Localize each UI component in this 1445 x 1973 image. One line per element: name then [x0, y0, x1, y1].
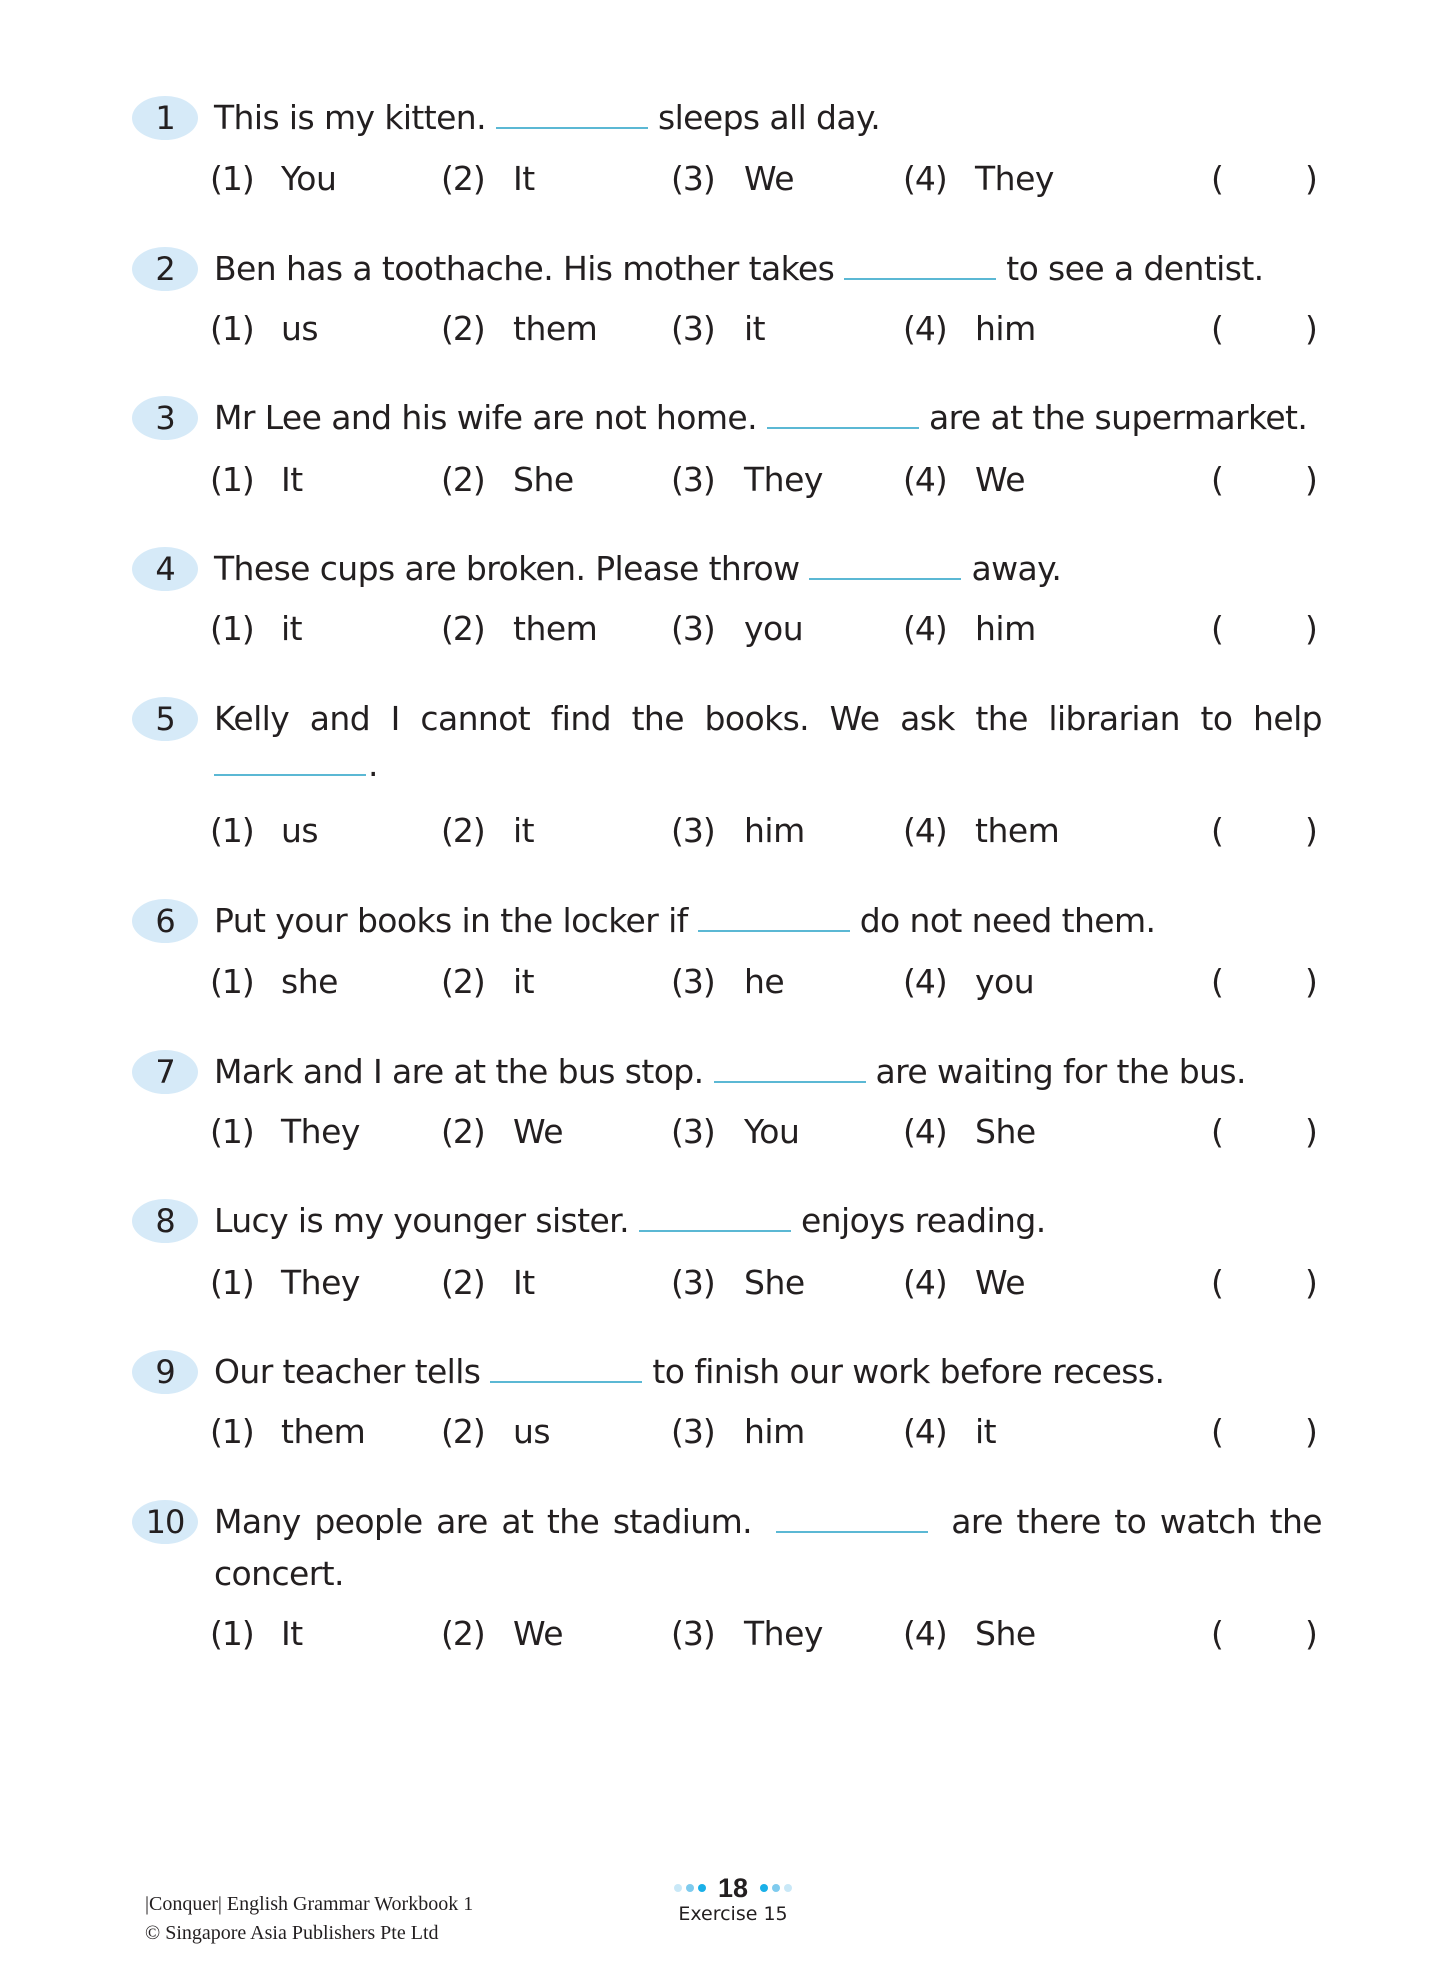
question-stem-line-2: [214, 1552, 1322, 1596]
option-4-label: (4): [903, 1263, 947, 1302]
options-row: [0, 1261, 1445, 1305]
option-4-value: They: [975, 159, 1054, 198]
option-1-value: They: [281, 1112, 360, 1151]
option-2-label: (2): [441, 1412, 485, 1451]
option-3-label: (3): [671, 1263, 715, 1302]
options-row: [0, 307, 1445, 351]
option-3-value: They: [744, 1614, 823, 1653]
stem-text-after: do not need them.: [859, 901, 1156, 940]
question-stem: [214, 1199, 1322, 1243]
option-2-value: it: [513, 962, 535, 1001]
option-3-label: (3): [671, 159, 715, 198]
question-stem: [214, 1500, 1322, 1544]
answer-box-close[interactable]: ): [1305, 1112, 1318, 1151]
answer-box-close[interactable]: ): [1305, 609, 1318, 648]
answer-blank[interactable]: [767, 401, 919, 429]
question-number-badge: 2: [132, 247, 198, 291]
option-2-label: (2): [441, 309, 485, 348]
decorative-dot-icon: [784, 1884, 792, 1892]
answer-box-close[interactable]: ): [1305, 159, 1318, 198]
option-4-label: (4): [903, 609, 947, 648]
answer-box-close[interactable]: ): [1305, 1412, 1318, 1451]
option-1-label: (1): [210, 1412, 254, 1451]
option-3-label: (3): [671, 609, 715, 648]
option-2-value: It: [513, 1263, 535, 1302]
stem-text-before: These cups are broken. Please throw: [214, 549, 800, 588]
option-4-value: We: [975, 1263, 1025, 1302]
answer-box-open[interactable]: (: [1211, 609, 1224, 648]
option-2-label: (2): [441, 811, 485, 850]
question-number-badge: 6: [132, 899, 198, 943]
option-4-label: (4): [903, 811, 947, 850]
question-stem: [214, 96, 1322, 140]
decorative-dot-icon: [772, 1884, 780, 1892]
option-3-label: (3): [671, 460, 715, 499]
stem-text-after: are there to watch the: [951, 1502, 1322, 1541]
option-3-label: (3): [671, 1112, 715, 1151]
option-4-value: him: [975, 309, 1036, 348]
option-3-value: They: [744, 460, 823, 499]
option-1-label: (1): [210, 962, 254, 1001]
option-2-label: (2): [441, 460, 485, 499]
answer-blank[interactable]: [776, 1505, 928, 1533]
option-4-label: (4): [903, 1614, 947, 1653]
answer-blank[interactable]: [496, 101, 648, 129]
option-1-value: them: [281, 1412, 366, 1451]
stem-text-before: Mark and I are at the bus stop.: [214, 1052, 704, 1091]
answer-box-open[interactable]: (: [1211, 460, 1224, 499]
option-4-label: (4): [903, 962, 947, 1001]
stem-text-after: to see a dentist.: [1006, 249, 1264, 288]
option-2-value: She: [513, 460, 574, 499]
footer-credits: [145, 1890, 473, 1948]
stem-text-after: are waiting for the bus.: [875, 1052, 1246, 1091]
answer-box-close[interactable]: ): [1305, 811, 1318, 850]
stem-text-after: are at the supermarket.: [928, 398, 1308, 437]
option-1-label: (1): [210, 460, 254, 499]
option-2-value: We: [513, 1614, 563, 1653]
option-4-value: him: [975, 609, 1036, 648]
option-4-value: them: [975, 811, 1060, 850]
decorative-dot-icon: [760, 1884, 768, 1892]
stem-text-after-line-2: concert.: [214, 1554, 344, 1593]
option-1-value: she: [281, 962, 338, 1001]
option-2-label: (2): [441, 1263, 485, 1302]
answer-box-close[interactable]: ): [1305, 1263, 1318, 1302]
answer-blank[interactable]: [490, 1355, 642, 1383]
option-3-value: he: [744, 962, 785, 1001]
option-3-label: (3): [671, 309, 715, 348]
decorative-dot-icon: [674, 1884, 682, 1892]
option-4-label: (4): [903, 159, 947, 198]
question-stem: [214, 396, 1322, 440]
option-4-value: it: [975, 1412, 997, 1451]
question-number-badge: 7: [132, 1050, 198, 1094]
answer-box-open[interactable]: (: [1211, 1412, 1224, 1451]
page-number: 18: [717, 1872, 749, 1903]
question-number-badge: 3: [132, 396, 198, 440]
stem-text-after: enjoys reading.: [800, 1201, 1046, 1240]
stem-text-before: Kelly and I cannot find the books. We ask the librarian to help: [214, 699, 1322, 738]
answer-box-open[interactable]: (: [1211, 159, 1224, 198]
option-3-value: You: [744, 1112, 800, 1151]
answer-blank[interactable]: [639, 1204, 791, 1232]
option-2-value: us: [513, 1412, 551, 1451]
answer-blank[interactable]: [698, 904, 850, 932]
answer-box-open[interactable]: (: [1211, 1263, 1224, 1302]
stem-text-before: Lucy is my younger sister.: [214, 1201, 629, 1240]
option-3-value: it: [744, 309, 766, 348]
options-row: [0, 1410, 1445, 1454]
option-1-value: They: [281, 1263, 360, 1302]
stem-text-after: .: [368, 745, 378, 784]
option-3-label: (3): [671, 1412, 715, 1451]
question-number-badge: 4: [132, 547, 198, 591]
stem-text-before: Mr Lee and his wife are not home.: [214, 398, 757, 437]
decorative-dot-icon: [686, 1884, 694, 1892]
book-title: |Conquer| English Grammar Workbook 1: [145, 1893, 474, 1915]
option-1-label: (1): [210, 1112, 254, 1151]
option-2-label: (2): [441, 609, 485, 648]
question-stem: [214, 247, 1322, 291]
option-2-label: (2): [441, 159, 485, 198]
copyright: © Singapore Asia Publishers Pte Ltd: [145, 1922, 439, 1944]
option-1-label: (1): [210, 1263, 254, 1302]
option-4-label: (4): [903, 1412, 947, 1451]
stem-text-before: Many people are at the stadium.: [214, 1502, 753, 1541]
answer-blank[interactable]: [844, 252, 996, 280]
option-3-value: She: [744, 1263, 805, 1302]
option-1-label: (1): [210, 1614, 254, 1653]
option-4-value: She: [975, 1112, 1036, 1151]
option-3-value: him: [744, 1412, 805, 1451]
option-2-value: them: [513, 309, 598, 348]
option-2-value: It: [513, 159, 535, 198]
option-2-value: them: [513, 609, 598, 648]
options-row: [0, 1612, 1445, 1656]
options-row: [0, 458, 1445, 502]
option-3-value: him: [744, 811, 805, 850]
option-3-label: (3): [671, 811, 715, 850]
stem-text-before: Put your books in the locker if: [214, 901, 688, 940]
option-1-label: (1): [210, 811, 254, 850]
option-4-label: (4): [903, 1112, 947, 1151]
options-row: [0, 809, 1445, 853]
option-1-label: (1): [210, 609, 254, 648]
option-3-value: you: [744, 609, 804, 648]
question-stem: [214, 697, 1322, 741]
option-4-value: We: [975, 460, 1025, 499]
stem-text-before: Ben has a toothache. His mother takes: [214, 249, 835, 288]
question-stem: [214, 1050, 1322, 1094]
option-3-label: (3): [671, 962, 715, 1001]
page-number-block: [660, 1874, 806, 1926]
answer-blank[interactable]: [714, 1055, 866, 1083]
question-stem-line-2: [214, 743, 1322, 787]
exercise-label: Exercise 15: [678, 1903, 788, 1925]
stem-text-before: Our teacher tells: [214, 1352, 481, 1391]
option-2-label: (2): [441, 1112, 485, 1151]
option-1-label: (1): [210, 309, 254, 348]
option-1-value: us: [281, 811, 319, 850]
question-stem: [214, 899, 1322, 943]
option-2-label: (2): [441, 962, 485, 1001]
answer-blank[interactable]: [214, 748, 366, 776]
option-2-label: (2): [441, 1614, 485, 1653]
answer-box-close[interactable]: ): [1305, 1614, 1318, 1653]
option-2-value: We: [513, 1112, 563, 1151]
option-1-value: It: [281, 460, 303, 499]
stem-text-after: sleeps all day.: [658, 98, 881, 137]
answer-box-close[interactable]: ): [1305, 309, 1318, 348]
question-number-badge: 5: [132, 697, 198, 741]
answer-box-open[interactable]: (: [1211, 1112, 1224, 1151]
stem-text-after: away.: [971, 549, 1062, 588]
answer-blank[interactable]: [809, 552, 961, 580]
option-3-value: We: [744, 159, 794, 198]
stem-text-after: to finish our work before recess.: [652, 1352, 1165, 1391]
answer-box-open[interactable]: (: [1211, 1614, 1224, 1653]
options-row: [0, 1110, 1445, 1154]
option-4-value: you: [975, 962, 1035, 1001]
answer-box-open[interactable]: (: [1211, 962, 1224, 1001]
option-3-label: (3): [671, 1614, 715, 1653]
question-number-badge: 10: [132, 1500, 198, 1544]
question-number-badge: 1: [132, 96, 198, 140]
option-1-label: (1): [210, 159, 254, 198]
options-row: [0, 607, 1445, 651]
option-1-value: It: [281, 1614, 303, 1653]
question-number-badge: 8: [132, 1199, 198, 1243]
option-4-value: She: [975, 1614, 1036, 1653]
option-1-value: You: [281, 159, 337, 198]
option-4-label: (4): [903, 460, 947, 499]
decorative-dot-icon: [698, 1884, 706, 1892]
stem-text-before: This is my kitten.: [214, 98, 487, 137]
option-1-value: it: [281, 609, 303, 648]
option-2-value: it: [513, 811, 535, 850]
question-stem: [214, 1350, 1322, 1394]
option-1-value: us: [281, 309, 319, 348]
question-number-badge: 9: [132, 1350, 198, 1394]
question-stem: [214, 547, 1322, 591]
answer-box-open[interactable]: (: [1211, 811, 1224, 850]
options-row: [0, 960, 1445, 1004]
answer-box-open[interactable]: (: [1211, 309, 1224, 348]
options-row: [0, 157, 1445, 201]
answer-box-close[interactable]: ): [1305, 460, 1318, 499]
option-4-label: (4): [903, 309, 947, 348]
answer-box-close[interactable]: ): [1305, 962, 1318, 1001]
